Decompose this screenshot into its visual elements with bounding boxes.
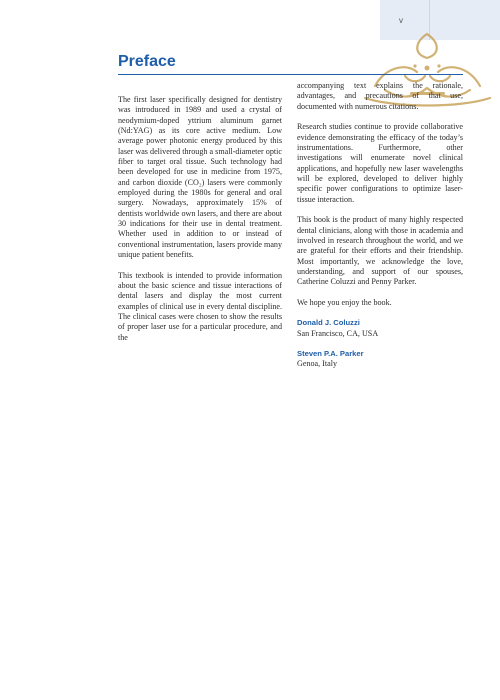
paragraph: accompanying text explains the rationale, advantages, and precautions of that use, documented with numerous citations. [297, 81, 463, 111]
right-column [297, 81, 463, 380]
author-location: San Francisco, CA, USA [297, 328, 379, 338]
paragraph: The first laser specifically designed for dentistry was introduced in 1989 and used a crystal of neodymium-doped yttrium aluminum garnet (Nd:YAG) as its core active medium. Low average power photonic energy produced by this laser was delivered through a small-diameter optic fiber to target oral tissue. Such technology had been developed for use in medicine from 1975, and carbon dioxide (CO₂) lasers were commonly employed during the 1980s for general and oral surgery. Nowadays, approximately 15% of dentists worldwide own lasers, and there are about 30 indications for their use in dental treatment. Whether used in addition to or instead of conventional instrumentation, lasers provide many unique patient benefits. [118, 95, 282, 260]
left-column [118, 95, 282, 353]
author-location: Genoa, Italy [297, 359, 338, 369]
signature-block [297, 349, 463, 370]
paragraph: This textbook is intended to provide information about the basic science and tissue interactions of dental lasers and display the most current examples of clinical use in every dental discipline. The clinical cases were chosen to show the results of proper laser use for a particular procedure, and the [118, 270, 282, 342]
title-rule [118, 74, 463, 75]
author-name: Steven P.A. Parker [297, 348, 364, 358]
paragraph: Research studies continue to provide collaborative evidence demonstrating the efficacy of the today’s instrumentations. Furthermore, other investigations will enumerate novel clinical applications, and hopefully new laser wavelengths will be explored, developed to deliver highly specific power configurations to optimize laser-tissue interaction. [297, 122, 463, 204]
page-title: Preface [118, 53, 176, 70]
author-name: Donald J. Coluzzi [297, 318, 360, 328]
paragraph: This book is the product of many highly respected dental clinicians, along with those in academia and involved in research throughout the world, and we are grateful for their efforts and their friendship. Most importantly, we acknowledge the love, understanding, and support of our spouses, Catherine Coluzzi and Penny Parker. [297, 215, 463, 287]
signature-block [297, 318, 463, 339]
paragraph: We hope you enjoy the book. [297, 297, 392, 307]
page-number: v [399, 16, 403, 25]
